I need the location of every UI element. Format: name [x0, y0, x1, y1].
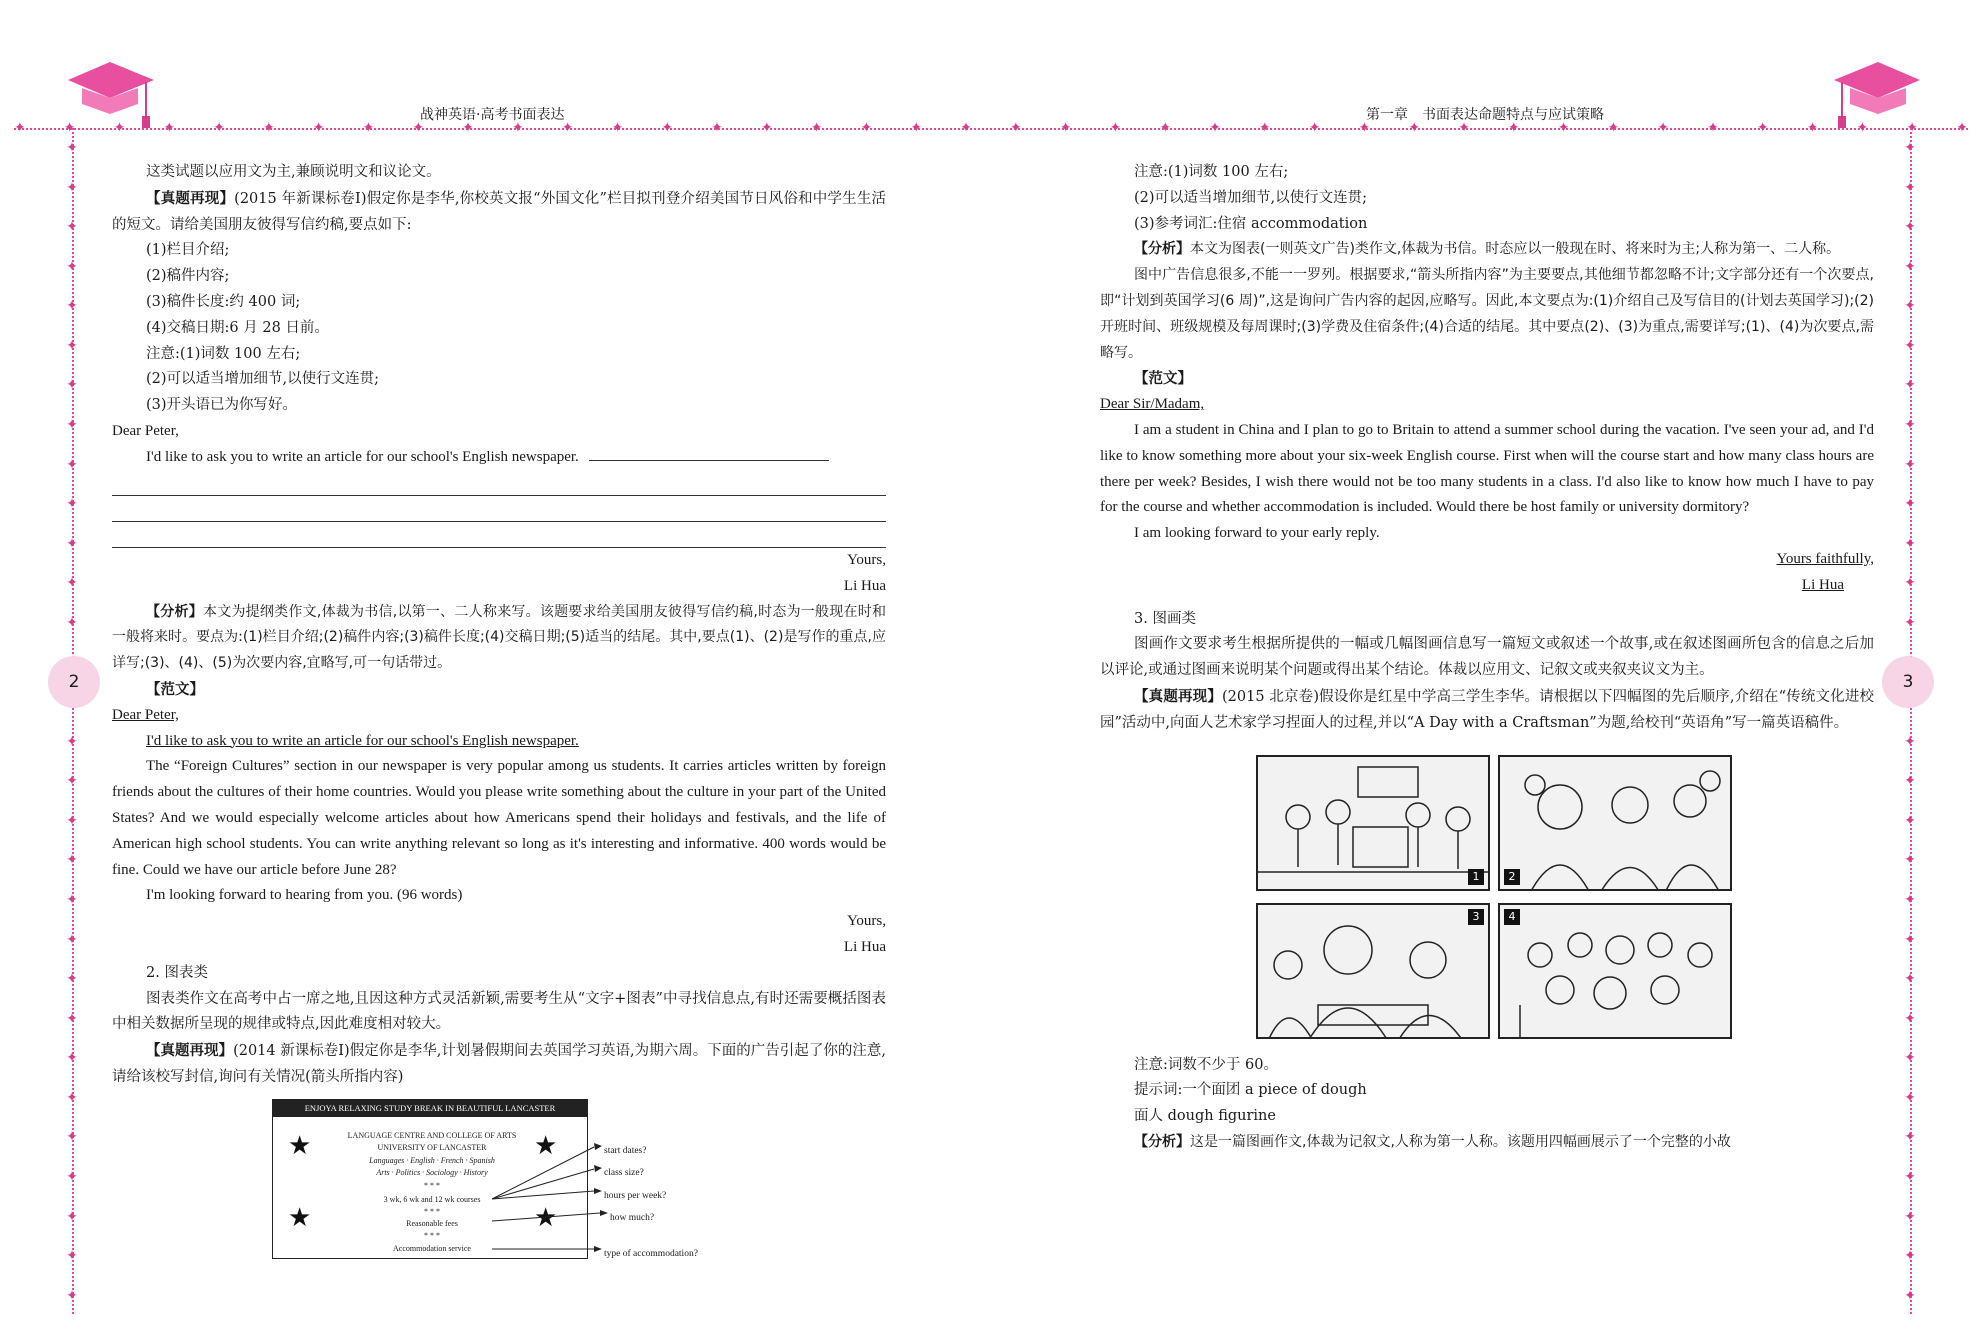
- task1-note: 注意:(1)词数 100 左右;: [146, 345, 301, 362]
- left-page-content: [112, 160, 886, 1261]
- ad-line: UNIVERSITY OF LANCASTER: [377, 1142, 487, 1152]
- sample2-signature: Li Hua: [1801, 576, 1844, 593]
- task1-text: (2015 年新课标卷Ⅰ)假定你是李华,你校英文报“外国文化”栏目拟刊登介绍美国节日风俗和中学生生活的短文。请给美国朋友彼得写信约稿,要点如下:: [112, 190, 887, 233]
- group-photo-illustration: [1500, 905, 1732, 1039]
- ad-question: class size?: [604, 1167, 644, 1178]
- ad-separator: * * *: [424, 1180, 440, 1190]
- task3-text: (2015 北京卷)假设你是红星中学高三学生李华。请根据以下四幅图的先后顺序,介绍在“传统文化进校园”活动中,向面人艺术家学习捏面人的过程,并以“A Day with a Craftsman”为题,给校刊“英语角”写一篇英语稿件。: [1100, 688, 1875, 731]
- comic-panel: [1498, 755, 1732, 891]
- task1-note: (3)开头语已为你写好。: [146, 397, 298, 414]
- analysis3-paragraph: [1100, 1130, 1874, 1156]
- advertisement-figure: [272, 1099, 742, 1261]
- letter-opening-text: I'd like to ask you to write an article for our school's English newspaper.: [146, 448, 579, 465]
- letter-closing: Yours,: [847, 551, 886, 568]
- sample1-opening: I'd like to ask you to write an article for our school's English newspaper.: [146, 732, 579, 749]
- ad-courses: 3 wk, 6 wk and 12 wk courses: [383, 1194, 481, 1204]
- sample1-closing: Yours,: [847, 913, 886, 930]
- analysis1-text: 本文为提纲类作文,体裁为书信,以第一、二人称来写。该题要求给美国朋友彼得写信约稿,时态为一般现在时和一般将来时。要点为:(1)栏目介绍;(2)稿件内容;(3)稿件长度;(4)交稿日期;(5)适当的结尾。其中,要点(1)、(2)是写作的重点,应详写;(3)、(4)、(5)为次要内容,宜略写,可一句话带过。: [112, 603, 887, 672]
- task1-point: (2)稿件内容;: [146, 268, 230, 285]
- ad-arrows: [272, 1099, 742, 1261]
- task3-note: 注意:词数不少于 60。: [1134, 1056, 1278, 1073]
- sample1-signature: Li Hua: [843, 938, 886, 955]
- classroom-illustration: [1258, 757, 1490, 891]
- analysis2-text: 本文为图表(一则英文广告)类作文,体裁为书信。时态应以一般现在时、将来时为主;人称为第一、二人称。: [1190, 241, 1841, 258]
- task3-note: 提示词:一个面团 a piece of dough: [1134, 1082, 1367, 1099]
- ad-question: start dates?: [604, 1145, 647, 1156]
- panel-number: 4: [1504, 909, 1520, 925]
- writing-blank-line: [112, 522, 886, 548]
- sample1-closing-line: I'm looking forward to hearing from you. (96 words): [146, 887, 463, 904]
- task3-tag: 【真题再现】: [1134, 687, 1222, 705]
- sample2-greeting: Dear Sir/Madam,: [1100, 396, 1205, 413]
- analysis1-paragraph: [112, 600, 886, 677]
- ad-separator: * * *: [424, 1206, 440, 1216]
- star-icon: ★: [534, 1202, 558, 1233]
- analysis3-text: 这是一篇图画作文,体裁为记叙文,人称为第一人称。该题用四幅画展示了一个完整的小故: [1190, 1133, 1731, 1150]
- letter-opening-line: [112, 445, 886, 471]
- task1-tag: 【真题再现】: [146, 189, 235, 207]
- analysis2-tag: 【分析】: [1134, 241, 1190, 258]
- analysis3-tag: 【分析】: [1134, 1133, 1190, 1150]
- sample1-greeting: Dear Peter,: [112, 706, 179, 723]
- left-star-border: ✦ ✦ ✦ ✦ ✦ ✦ ✦ ✦ ✦ ✦ ✦ ✦ ✦ ✦ ✦ ✦ ✦ ✦ ✦ ✦ ✦ ✦ ✦ ✦ ✦ ✦ ✦ ✦: [66, 140, 78, 1304]
- comic-panel: [1498, 903, 1732, 1039]
- task2-note: 注意:(1)词数 100 左右;: [1134, 164, 1289, 180]
- intro-text: 这类试题以应用文为主,兼顾说明文和议论文。: [146, 164, 441, 180]
- sample1-body: The “Foreign Cultures” section in our newspaper is very popular among us students. It carries articles written by foreign friends about the cultures of their home countries. Would you please write something about the culture in your part of the United States? And we would especially welcome articles about how Americans spend their holidays and festivals, and the life of American high school students. You can write anything relevant so long as it's interesting and informative. 400 words would be fine. Could we have our article before June 28?: [112, 758, 886, 878]
- task2-paragraph: [112, 1038, 886, 1091]
- ad-question: type of accommodation?: [604, 1248, 698, 1259]
- section2-heading: 2. 图表类: [146, 964, 208, 981]
- star-icon: ★: [288, 1202, 312, 1233]
- writing-blank-line: [589, 447, 829, 461]
- sample1-tag: 【范文】: [146, 680, 204, 698]
- task1-point: (1)栏目介绍;: [146, 242, 230, 259]
- ad-fees: Reasonable fees: [406, 1218, 458, 1228]
- left-page-header: 战神英语·高考书面表达: [420, 107, 565, 123]
- comic-panel: [1256, 903, 1490, 1039]
- panel-number: 2: [1504, 869, 1520, 885]
- task3-paragraph: [1100, 684, 1874, 737]
- task2-text: (2014 新课标卷Ⅰ)假定你是李华,计划暑假期间去英国学习英语,为期六周。下面的广告引起了你的注意,请给该校写封信,询问有关情况(箭头所指内容): [112, 1043, 886, 1085]
- section3-heading: 3. 图画类: [1134, 610, 1196, 627]
- right-star-border: ✦ ✦ ✦ ✦ ✦ ✦ ✦ ✦ ✦ ✦ ✦ ✦ ✦ ✦ ✦ ✦ ✦ ✦ ✦ ✦ ✦ ✦ ✦ ✦ ✦ ✦ ✦ ✦: [1904, 140, 1916, 1304]
- letter-greeting: Dear Peter,: [112, 422, 179, 439]
- task1-paragraph: [112, 186, 886, 239]
- analysis1-tag: 【分析】: [146, 603, 203, 620]
- right-page-header: 第一章 书面表达命题特点与应试策略: [1366, 107, 1604, 123]
- panel-number: 3: [1468, 909, 1484, 925]
- ad-question: hours per week?: [604, 1190, 667, 1201]
- writing-blank-line: [112, 471, 886, 497]
- ad-title: ENJOYA RELAXING STUDY BREAK IN BEAUTIFUL LANCASTER: [272, 1099, 588, 1117]
- section2-desc: 图表类作文在高考中占一席之地,且因这种方式灵活新颖,需要考生从“文字+图表”中寻找信息点,有时还需要概括图表中相关数据所呈现的规律或特点,因此难度相对较大。: [112, 990, 886, 1033]
- analysis2-paragraph: [1100, 237, 1874, 263]
- task1-point: (3)稿件长度:约 400 词;: [146, 293, 301, 310]
- analysis2-paragraph-2: 图中广告信息很多,不能一一罗列。根据要求,“箭头所指内容”为主要要点,其他细节都忽略不计;文字部分还有一个次要点,即“计划到英国学习(6 周)”,这是询问广告内容的起因,应略写。因此,本文要点为:(1)介绍自己及写信目的(计划去英国学习);(2)开班时间、班级规模及每周课时;(3)学费及住宿条件;(4)合适的结尾。其中要点(2)、(3)为重点,需要详写;(1)、(4)为次要点,需略写。: [1100, 267, 1874, 361]
- sample2-closing: Yours faithfully,: [1776, 550, 1874, 567]
- letter-signature: Li Hua: [843, 577, 886, 594]
- panel-number: 1: [1468, 869, 1484, 885]
- sample2-body: I am a student in China and I plan to go to Britain to attend a summer school during the vacation. I've seen your ad, and I'd like to know something more about your six-week English course. First when will the course start and how many class hours are there per week? Besides, I wish there would not be too many students in a class. I'd also like to know how much I have to pay for the course and whether accommodation is included. Would there be host family or university dormitory?: [1100, 421, 1874, 516]
- top-star-border: ✦ ✦ ✦ ✦ ✦ ✦ ✦ ✦ ✦ ✦ ✦ ✦ ✦ ✦ ✦ ✦ ✦ ✦ ✦ ✦ ✦ ✦ ✦ ✦ ✦ ✦ ✦ ✦ ✦ ✦ ✦ ✦ ✦ ✦ ✦ ✦ ✦ ✦ ✦ ✦: [14, 120, 1968, 136]
- star-icon: ★: [288, 1130, 312, 1161]
- task1-note: (2)可以适当增加细节,以使行文连贯;: [146, 371, 380, 388]
- task1-point: (4)交稿日期:6 月 28 日前。: [146, 319, 329, 336]
- ad-question: how much?: [610, 1212, 655, 1223]
- comic-panels: [1256, 755, 1732, 1039]
- sample2-tag: 【范文】: [1134, 370, 1192, 388]
- writing-blank-line: [112, 496, 886, 522]
- graduation-cap-icon: [1830, 60, 1926, 130]
- teaching-illustration: [1258, 905, 1490, 1039]
- task2-tag: 【真题再现】: [146, 1042, 234, 1060]
- task2-note: (2)可以适当增加细节,以使行文连贯;: [1134, 189, 1368, 206]
- ad-line: Arts · Politics · Sociology · History: [376, 1167, 488, 1177]
- ad-line: Languages · English · French · Spanish: [369, 1155, 495, 1165]
- craftsman-illustration: [1500, 757, 1732, 891]
- right-page-content: [1100, 160, 1874, 1156]
- graduation-cap-icon: [62, 60, 158, 130]
- sample2-closing-line: I am looking forward to your early reply.: [1134, 525, 1380, 542]
- left-page-number: 2: [48, 656, 100, 708]
- ad-accommodation: Accommodation service: [393, 1243, 471, 1253]
- star-icon: ★: [534, 1130, 558, 1161]
- right-page-number: 3: [1882, 656, 1934, 708]
- ad-separator: * * *: [424, 1230, 440, 1240]
- ad-line: LANGUAGE CENTRE AND COLLEGE OF ARTS: [347, 1130, 517, 1140]
- comic-panel: [1256, 755, 1490, 891]
- task3-note: 面人 dough figurine: [1134, 1108, 1276, 1125]
- section3-desc: 图画作文要求考生根据所提供的一幅或几幅图画信息写一篇短文或叙述一个故事,或在叙述图画所包含的信息之后加以评论,或通过图画来说明某个问题或得出某个结论。体裁以应用文、记叙文或夹叙夹议文为主。: [1100, 636, 1874, 679]
- task2-note: (3)参考词汇:住宿 accommodation: [1134, 215, 1368, 232]
